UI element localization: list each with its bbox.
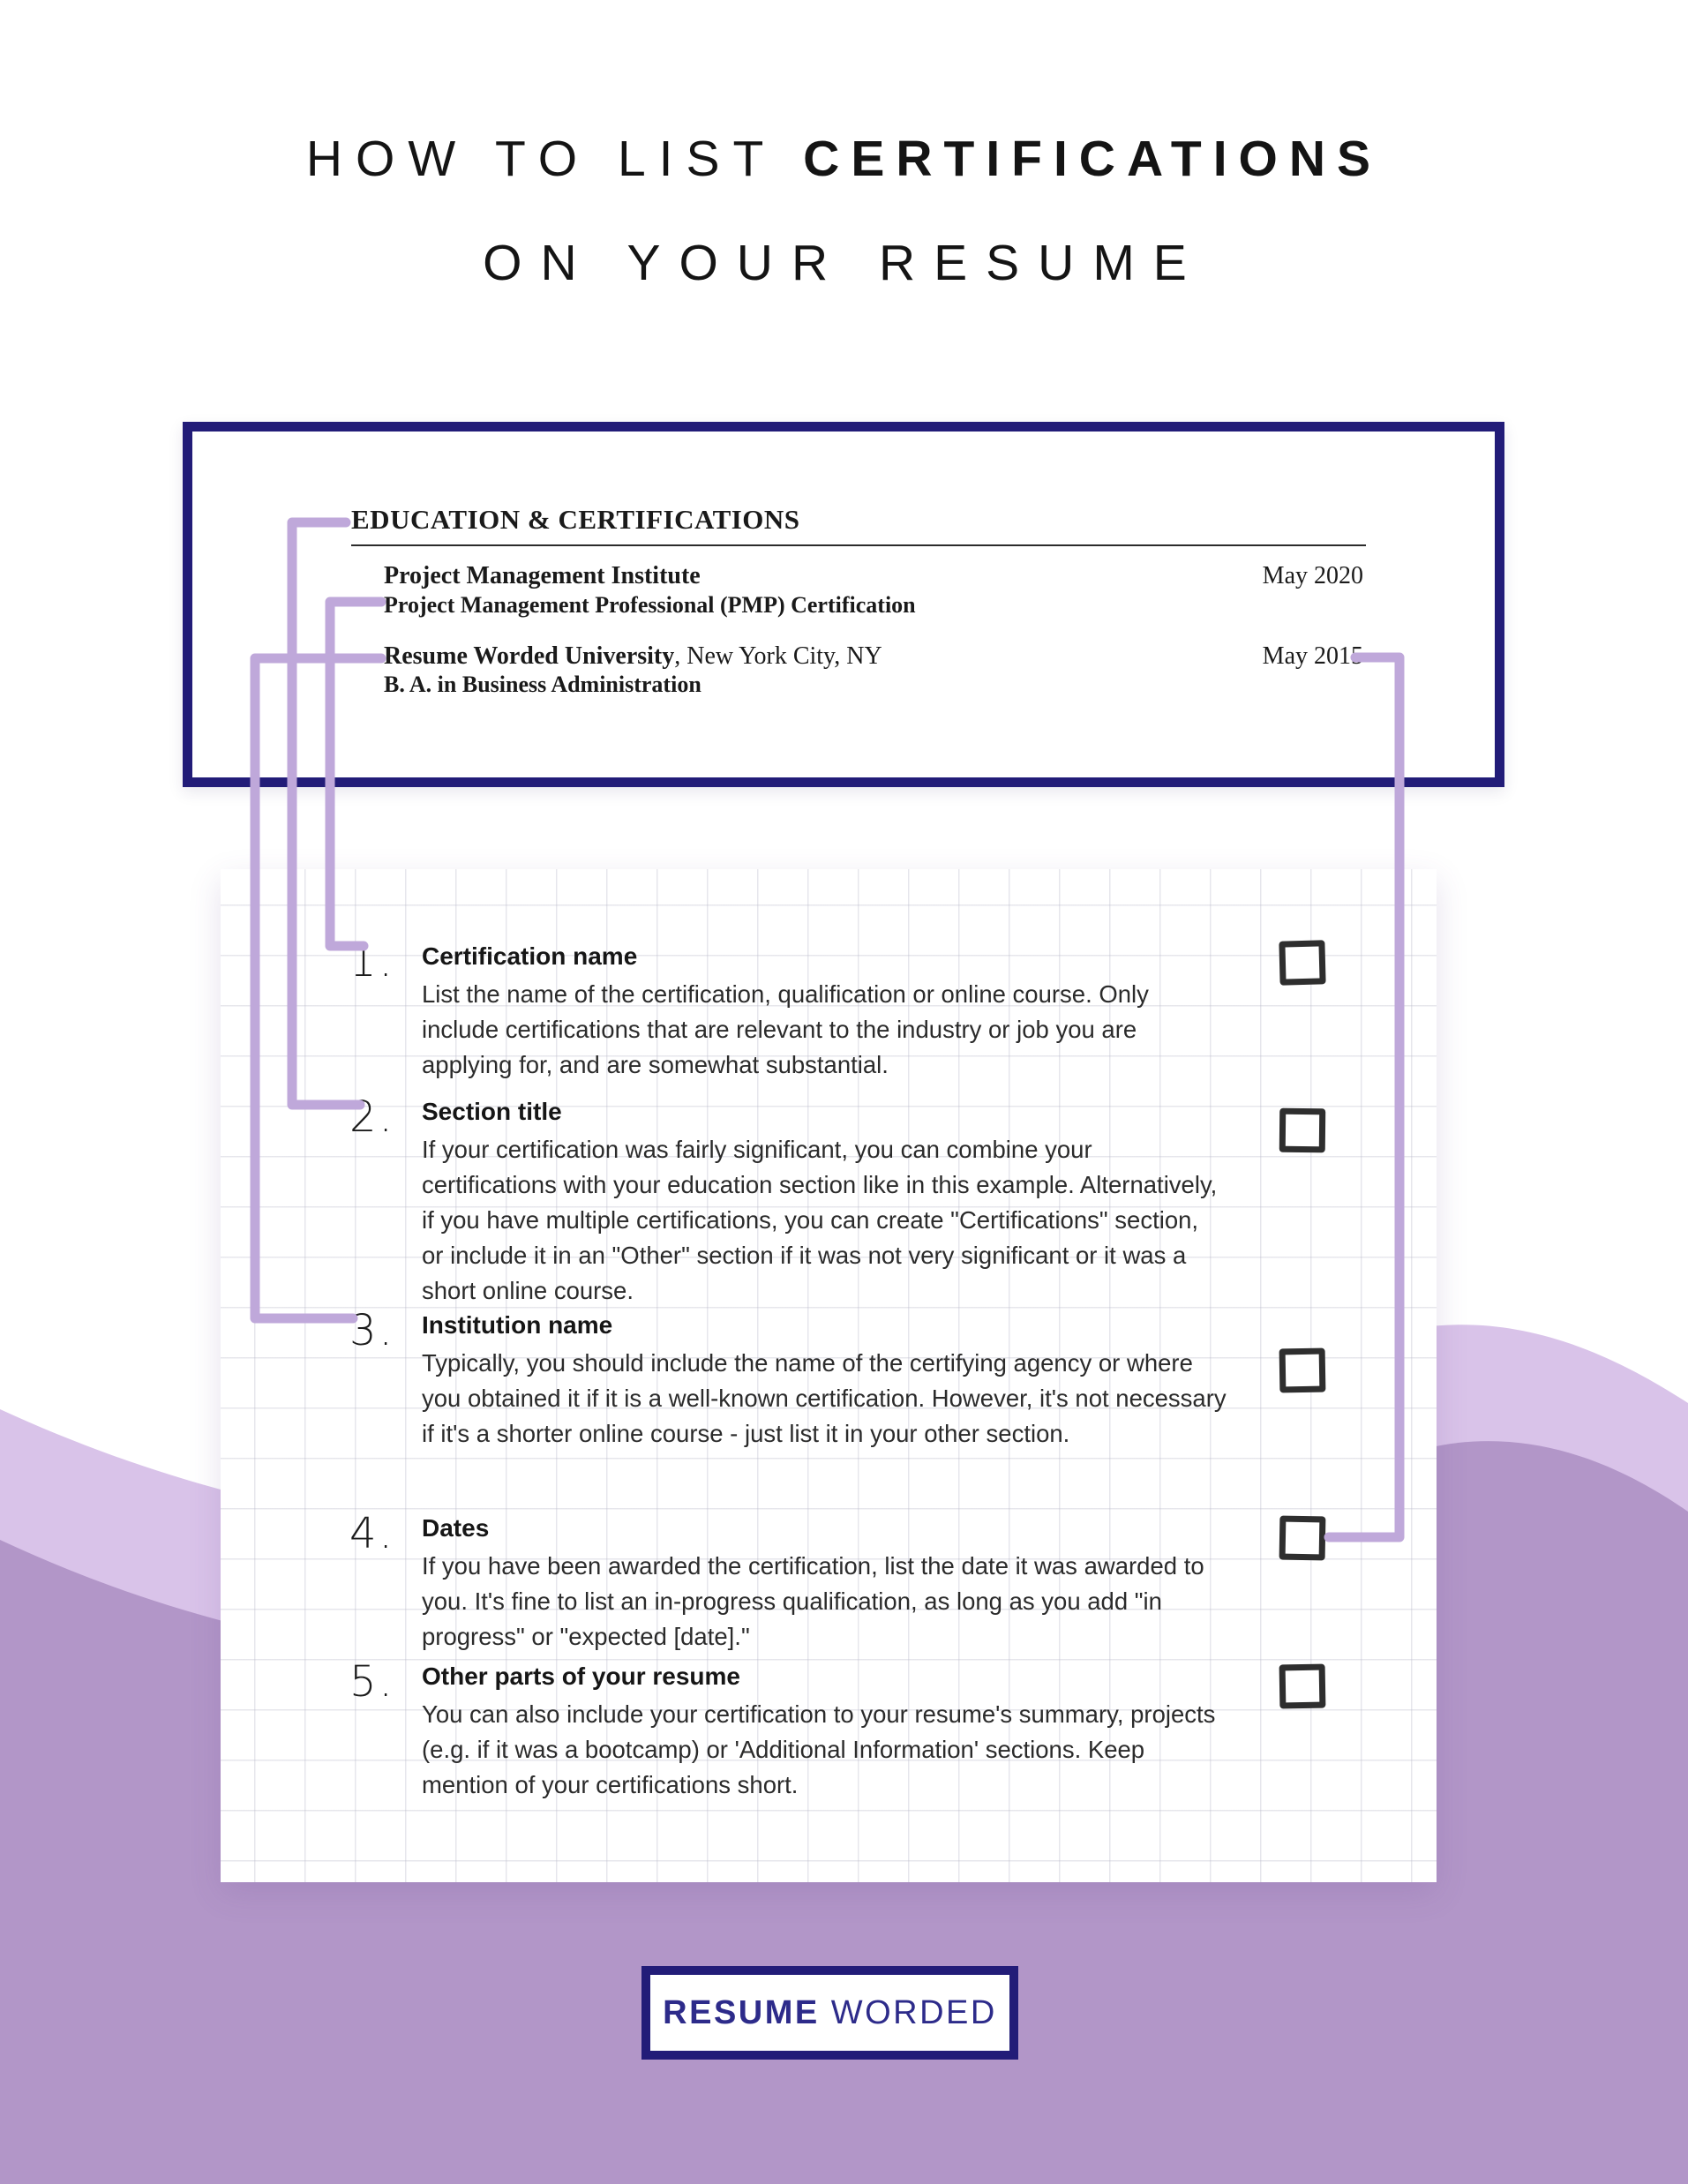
resume-worded-logo[interactable] [641,1966,1018,2060]
item-text [422,1662,1227,1803]
checkbox-section-title[interactable] [1279,1108,1326,1153]
item-title: Certification name [422,942,638,970]
item-title: Section title [422,1098,562,1125]
item-text [422,942,1227,1083]
checkbox-certification-name[interactable] [1279,940,1325,985]
item-body: If you have been awarded the certification, list the date it was awarded to you. It's fine to list an in-progress qualification, as long as you add "in progress" or "expected [date]." [422,1552,1204,1650]
item-number: 1. [349,937,395,987]
page-title-light: HOW TO LIST [305,131,776,187]
resume-example-content [192,432,1495,777]
resume-entry-date: May 2015 [1262,642,1363,670]
item-title: Dates [422,1514,490,1542]
resume-entry-date: May 2020 [1262,562,1363,589]
logo-text-regular: WORDED [830,1993,997,2031]
item-body: List the name of the certification, qualification or online course. Only include certifications that are relevant to the industry or job you are applying for, and are somewhat substantial. [422,980,1149,1078]
checkbox-dates[interactable] [1279,1516,1326,1561]
resume-entry-org: Project Management Institute [384,562,701,589]
page-title-bold: CERTIFICATIONS [803,131,1383,187]
item-title: Other parts of your resume [422,1662,740,1690]
resume-entry-detail: Project Management Professional (PMP) Certification [384,592,916,618]
page-title-line2: ON YOUR RESUME [483,235,1205,291]
logo-text-bold: RESUME [663,1993,820,2031]
item-body: If your certification was fairly significant, you can combine your certifications with your education section like in this example. Alternatively, if you have multiple certifications, you can create "Certifications" section, or include it in an "Other" section if it was not very significant or it was a short online course. [422,1136,1218,1304]
resume-example-box [183,422,1504,787]
item-number: 5. [349,1657,395,1707]
item-number: 3. [349,1306,395,1355]
item-body: Typically, you should include the name of the certifying agency or where you obtained it if it is a well-known certification. However, it's not necessary if it's a shorter online course - just list it in your other section. [422,1349,1227,1447]
resume-section-heading: EDUCATION & CERTIFICATIONS [351,504,1366,546]
item-title: Institution name [422,1311,613,1339]
resume-entry-detail: B. A. in Business Administration [384,672,701,697]
item-body: You can also include your certification to your resume's summary, projects (e.g. if it was a bootcamp) or 'Additional Information' sections. Keep mention of your certifications short. [422,1700,1216,1798]
item-text [422,1311,1227,1452]
item-text [422,1098,1227,1309]
checkbox-other-parts[interactable] [1279,1664,1326,1709]
item-number: 4. [349,1509,395,1558]
item-text [422,1514,1227,1655]
page-title-line1 [0,131,1688,187]
item-number: 2. [349,1092,395,1142]
resume-entry-org: Resume Worded University, New York City, NY [384,642,882,670]
checkbox-institution-name[interactable] [1279,1348,1326,1393]
